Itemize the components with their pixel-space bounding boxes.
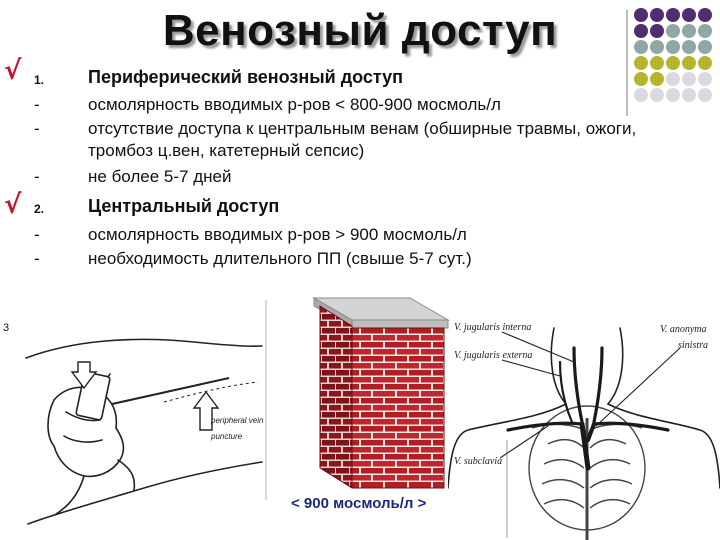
decor-dot	[666, 56, 680, 70]
arm-outline-top	[26, 339, 262, 358]
arm-outline-bottom	[28, 462, 262, 524]
decor-dot	[634, 72, 648, 86]
label-jugularis-interna: V. jugularis interna	[454, 322, 532, 333]
decor-dot	[666, 24, 680, 38]
image-separator	[265, 300, 267, 500]
jugular-interna-left	[574, 348, 582, 422]
decor-dot	[634, 8, 648, 22]
subclavia-left	[508, 423, 582, 430]
decor-dot	[682, 24, 696, 38]
shoulder-right	[608, 404, 720, 488]
jugular-interna-right	[594, 348, 602, 422]
osmolarity-caption: < 900 мосмоль/л >	[291, 495, 427, 512]
decor-dot	[682, 72, 696, 86]
neck-right	[608, 328, 623, 404]
checkmark-icon: √	[4, 56, 22, 86]
decor-dot	[666, 8, 680, 22]
wall-front	[352, 328, 444, 488]
label-anonyma: V. anonyma	[660, 324, 707, 335]
list-heading: Периферический венозный доступ	[88, 67, 404, 87]
list-number: 2.	[34, 202, 45, 216]
decor-dot	[698, 88, 712, 102]
list-text: необходимость длительного ПП (свыше 5-7 сут.)	[88, 249, 472, 268]
arm-puncture-illustration	[14, 300, 264, 538]
decor-dot	[634, 56, 648, 70]
decor-dot	[650, 24, 664, 38]
decor-divider	[626, 10, 628, 116]
decor-dot	[682, 88, 696, 102]
decor-dot	[666, 88, 680, 102]
central-veins-anatomy-illustration	[448, 318, 720, 540]
list-text: тромбоз ц.вен, катетерный сепсис)	[88, 141, 365, 160]
decor-dot	[650, 88, 664, 102]
wall-side	[320, 306, 352, 488]
decor-dot	[650, 56, 664, 70]
list-text: не более 5-7 дней	[88, 167, 232, 186]
checkmark-icon: √	[4, 190, 22, 220]
label-subclavia: V. subclavia	[454, 456, 503, 467]
decor-dot	[682, 40, 696, 54]
decor-dot	[650, 72, 664, 86]
decor-dot	[634, 24, 648, 38]
decor-dot	[634, 40, 648, 54]
list-dash: -	[34, 95, 40, 114]
arm-label-line1: peripheral vein	[211, 416, 264, 425]
slide-title: Венозный доступ	[162, 6, 558, 55]
arm-label-line2: puncture	[211, 432, 243, 441]
decor-dot	[698, 56, 712, 70]
decor-dot	[682, 56, 696, 70]
list-text: отсутствие доступа к центральным венам (обширные травмы, ожоги,	[88, 119, 637, 138]
figure-number: 3	[3, 322, 10, 334]
list-text: осмолярность вводимых р-ров < 800-900 мосмоль/л	[88, 95, 501, 114]
label-jugularis-externa: V. jugularis externa	[454, 350, 533, 361]
decor-dot	[634, 88, 648, 102]
wall-cap-front	[352, 320, 448, 328]
decor-dot	[698, 24, 712, 38]
list-dash: -	[34, 119, 40, 138]
jugular-externa-left	[560, 362, 572, 422]
shoulder-left	[448, 404, 566, 488]
decor-dot	[698, 8, 712, 22]
decor-dot	[650, 40, 664, 54]
list-number: 1.	[34, 73, 45, 87]
brick-wall-illustration	[300, 292, 465, 492]
decor-dot	[682, 8, 696, 22]
decor-dot	[650, 8, 664, 22]
list-dash: -	[34, 249, 40, 268]
label-sinistra: sinistra	[678, 340, 709, 351]
list-dash: -	[34, 225, 40, 244]
decor-dot	[698, 72, 712, 86]
decor-dot	[666, 40, 680, 54]
list-text: осмолярность вводимых р-ров > 900 мосмоль/л	[88, 225, 467, 244]
decor-dot	[698, 40, 712, 54]
list-dash: -	[34, 167, 40, 186]
list-heading: Центральный доступ	[88, 196, 280, 216]
decor-dot	[666, 72, 680, 86]
